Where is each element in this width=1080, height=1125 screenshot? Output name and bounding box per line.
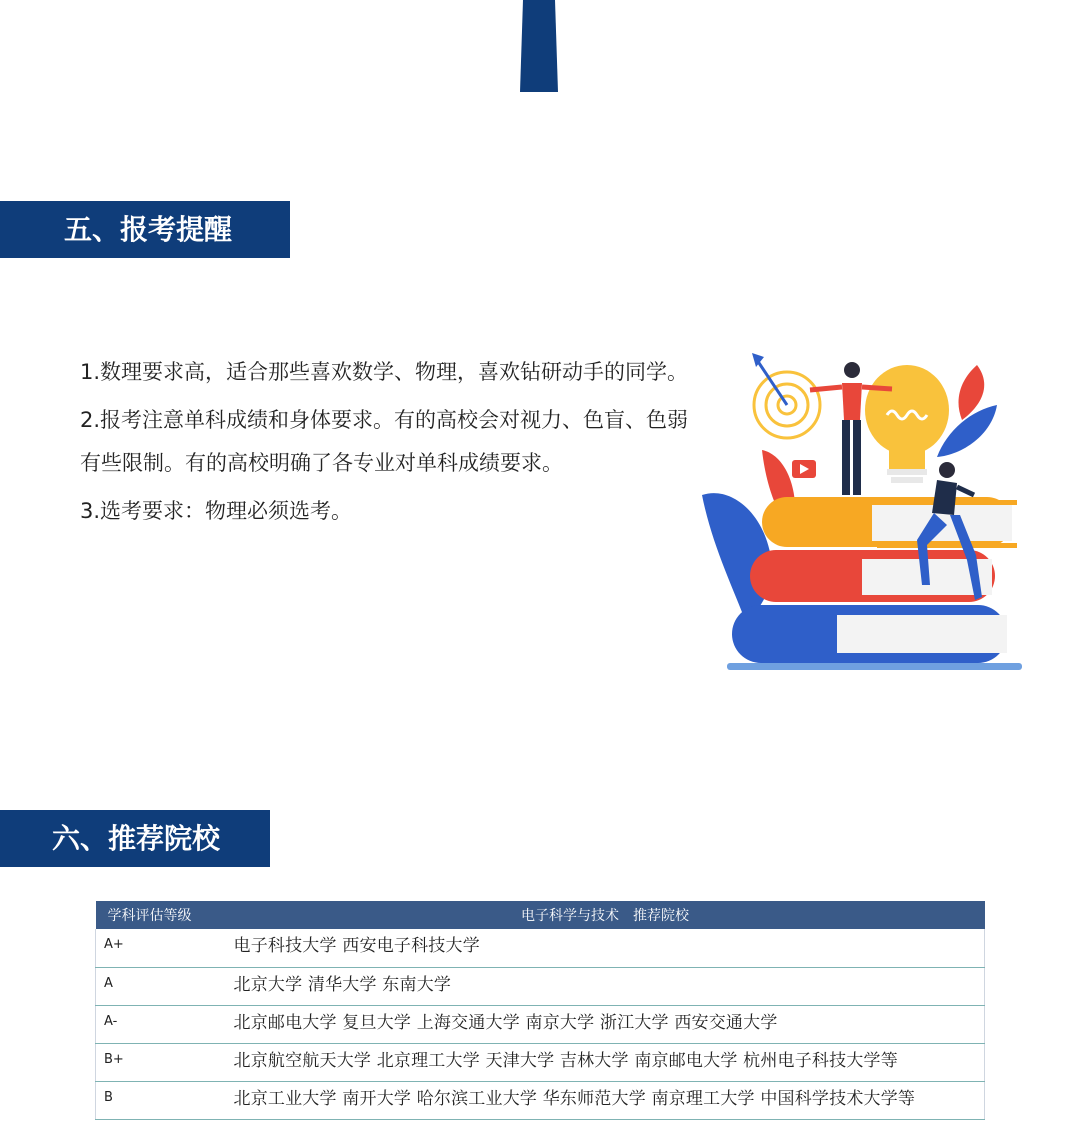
tip-item: 1.数理要求高，适合那些喜欢数学、物理，喜欢钻研动手的同学。 [80,360,689,384]
schools-cell: 北京邮电大学 复旦大学 上海交通大学 南京大学 浙江大学 西安交通大学 [226,1005,985,1043]
recommended-schools-table [95,901,985,1120]
tips-list [80,351,700,538]
tip-item: 2.报考注意单科成绩和身体要求。有的高校会对视力、色盲、色弱有些限制。有的高校明确了各专业对单科成绩要求。 [80,408,689,475]
table-row [96,1005,985,1043]
grade-cell: A- [96,1005,226,1043]
column-header-grade: 学科评估等级 [96,901,226,929]
schools-cell: 北京工业大学 南开大学 哈尔滨工业大学 华东师范大学 南京理工大学 中国科学技术大学等 [226,1081,985,1119]
grade-cell: A+ [96,929,226,967]
schools-cell: 北京大学 清华大学 东南大学 [226,967,985,1005]
section-title-reminder: 五、报考提醒 [0,201,290,258]
column-header-schools: 电子科学与技术 推荐院校 [226,901,985,929]
table-row [96,1043,985,1081]
section-title-recommended-schools: 六、推荐院校 [0,810,270,867]
grade-cell: B [96,1081,226,1119]
tip-item: 3.选考要求：物理必须选考。 [80,499,353,523]
schools-cell: 电子科技大学 西安电子科技大学 [226,929,985,967]
books-people-lightbulb-illustration [692,345,1032,680]
table-row [96,1081,985,1119]
table-row [96,929,985,967]
grade-cell: A [96,967,226,1005]
grade-cell: B+ [96,1043,226,1081]
schools-cell: 北京航空航天大学 北京理工大学 天津大学 吉林大学 南京邮电大学 杭州电子科技大学等 [226,1043,985,1081]
table-row [96,967,985,1005]
tie-decoration [520,0,558,92]
table-header-row [96,901,985,929]
